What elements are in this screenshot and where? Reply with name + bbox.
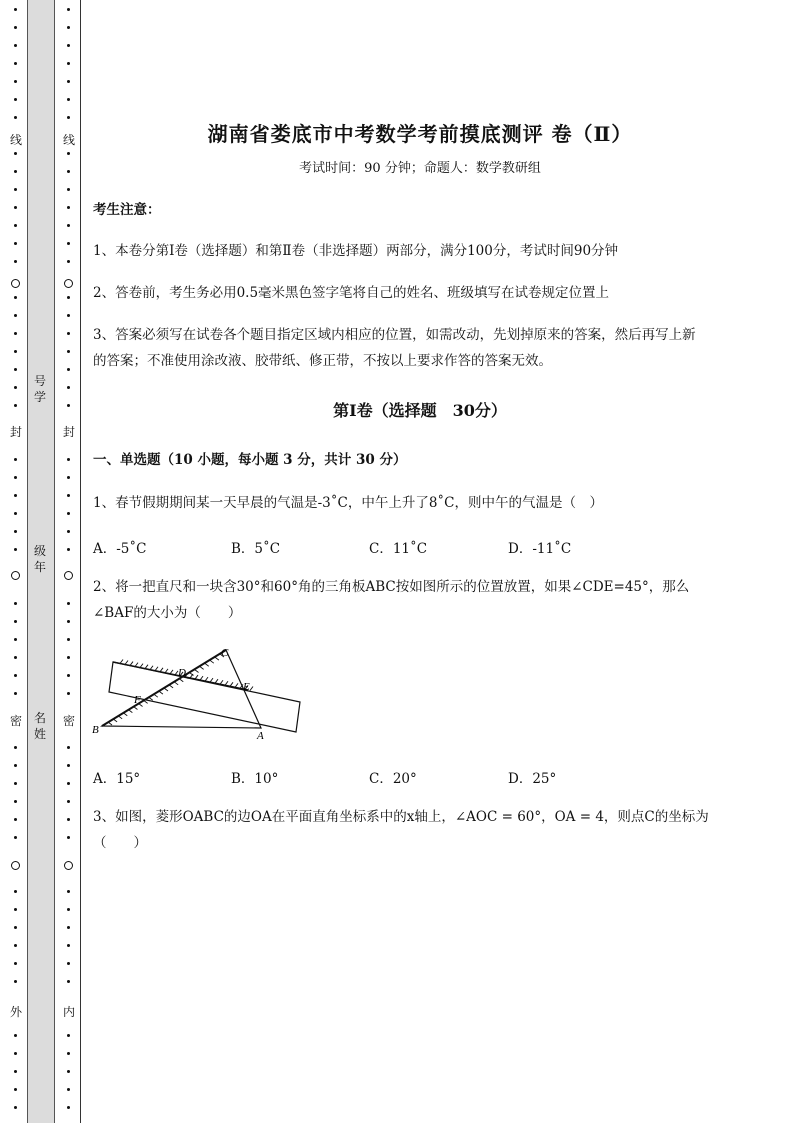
- outer-margin-circle-mark: [11, 279, 20, 288]
- inner-margin-dot: [67, 44, 70, 47]
- outer-margin-dot: [14, 116, 17, 119]
- inner-margin-dot: [67, 170, 70, 173]
- outer-margin-dot: [14, 836, 17, 839]
- outer-margin-dot: [14, 656, 17, 659]
- outer-margin-dot: [14, 188, 17, 191]
- outer-margin-char-mark: 封: [9, 425, 22, 439]
- outer-margin-dot: [14, 332, 17, 335]
- question-3-cont: （ ）: [93, 835, 147, 851]
- outer-margin-dot: [14, 548, 17, 551]
- inner-margin-circle-mark: [64, 279, 73, 288]
- outer-margin-dot: [14, 26, 17, 29]
- hatch-mark: [120, 660, 123, 664]
- outer-dotted-line: [9, 0, 23, 1123]
- inner-margin-dot: [67, 746, 70, 749]
- outer-margin-dot: [14, 80, 17, 83]
- label-e: E: [243, 681, 250, 693]
- q2-option-a: A．15°: [93, 771, 141, 787]
- outer-margin-char-mark: 线: [9, 133, 22, 147]
- outer-margin-dot: [14, 206, 17, 209]
- outer-margin-dot: [14, 1034, 17, 1037]
- inner-margin-dot: [67, 512, 70, 515]
- hatch-mark: [220, 680, 223, 684]
- inner-margin-dot: [67, 332, 70, 335]
- outer-margin-dot: [14, 62, 17, 65]
- inner-margin-dot: [67, 1088, 70, 1091]
- inner-margin-dot: [67, 656, 70, 659]
- outer-margin-dot: [14, 350, 17, 353]
- question-2: 2、将一把直尺和一块含30°和60°角的三角板ABC按如图所示的位置放置，如果∠CDE=45°，那么: [93, 579, 690, 595]
- inner-margin-dot: [67, 782, 70, 785]
- label-d: D: [178, 667, 186, 679]
- question-2-cont: ∠BAF的大小为（ ）: [93, 605, 242, 621]
- hatch-mark: [170, 670, 173, 674]
- inner-margin-dot: [67, 80, 70, 83]
- inner-margin-dot: [67, 638, 70, 641]
- note-item-3-cont: 的答案；不准使用涂改液、胶带纸、修正带，不按以上要求作答的答案无效。: [93, 353, 552, 369]
- hatch-mark: [230, 682, 233, 686]
- inner-dotted-line: [62, 0, 76, 1123]
- label-grade: 级年: [33, 544, 46, 574]
- inner-margin-dot: [67, 800, 70, 803]
- outer-margin-dot: [14, 638, 17, 641]
- label-student-number: 号学: [33, 374, 46, 404]
- outer-margin-dot: [14, 1070, 17, 1073]
- hatch-mark: [165, 669, 168, 673]
- outer-margin-dot: [14, 494, 17, 497]
- inner-margin-dot: [67, 836, 70, 839]
- outer-margin-dot: [14, 386, 17, 389]
- outer-margin-dot: [14, 530, 17, 533]
- outer-margin-dot: [14, 98, 17, 101]
- inner-margin-dot: [67, 350, 70, 353]
- q1-option-b: B．5˚C: [231, 541, 281, 557]
- note-item-3: 3、答案必须写在试卷各个题目指定区域内相应的位置，如需改动，先划掉原来的答案，然后再写上新: [93, 327, 696, 343]
- section-heading: 一、单选题（10 小题，每小题 3 分，共计 30 分）: [93, 452, 407, 468]
- label-c: C: [221, 647, 229, 659]
- q2-option-d: D．25°: [508, 771, 557, 787]
- hatch-mark: [130, 662, 133, 666]
- inner-margin-dot: [67, 26, 70, 29]
- q1-option-c: C．11˚C: [369, 541, 428, 557]
- margin-border-line: [80, 0, 81, 1123]
- inner-margin-dot: [67, 116, 70, 119]
- outer-margin-circle-mark: [11, 571, 20, 580]
- exam-subtitle: 考试时间：90 分钟；命题人：数学教研组: [299, 161, 541, 176]
- outer-margin-dot: [14, 260, 17, 263]
- inner-margin-char-mark: 封: [62, 425, 75, 439]
- exam-title: 湖南省娄底市中考数学考前摸底测评 卷（Ⅱ）: [207, 122, 633, 146]
- hatch-mark: [140, 664, 143, 668]
- outer-margin-dot: [14, 890, 17, 893]
- outer-margin-dot: [14, 926, 17, 929]
- outer-margin-dot: [14, 296, 17, 299]
- hatch-mark: [235, 683, 238, 687]
- outer-margin-dot: [14, 1052, 17, 1055]
- inner-margin-char-mark: 内: [62, 1005, 75, 1019]
- inner-margin-dot: [67, 476, 70, 479]
- outer-margin-circle-mark: [11, 861, 20, 870]
- inner-margin-dot: [67, 962, 70, 965]
- label-a: A: [257, 730, 264, 742]
- hatch-mark: [225, 681, 228, 685]
- label-f: F: [134, 694, 141, 706]
- hatch-mark: [125, 661, 128, 665]
- outer-margin-char-mark: 密: [9, 714, 22, 728]
- inner-margin-dot: [67, 458, 70, 461]
- label-b: B: [92, 724, 99, 736]
- hatch-mark: [195, 675, 198, 679]
- hatch-mark: [200, 676, 203, 680]
- question-3: 3、如图，菱形OABC的边OA在平面直角坐标系中的x轴上，∠AOC = 60°，OA = 4，则点C的坐标为: [93, 809, 709, 825]
- inner-margin-dot: [67, 206, 70, 209]
- outer-margin-dot: [14, 224, 17, 227]
- inner-margin-dot: [67, 314, 70, 317]
- hatch-mark: [250, 686, 253, 690]
- outer-margin-dot: [14, 980, 17, 983]
- outer-margin-dot: [14, 458, 17, 461]
- outer-margin-dot: [14, 368, 17, 371]
- outer-margin-dot: [14, 764, 17, 767]
- inner-margin-dot: [67, 242, 70, 245]
- outer-margin-dot: [14, 1088, 17, 1091]
- inner-margin-dot: [67, 530, 70, 533]
- outer-margin-dot: [14, 818, 17, 821]
- note-item-1: 1、本卷分第Ⅰ卷（选择题）和第Ⅱ卷（非选择题）两部分，满分100分，考试时间90分钟: [93, 243, 619, 259]
- hatch-mark: [135, 663, 138, 667]
- q2-option-c: C．20°: [369, 771, 417, 787]
- outer-margin-dot: [14, 1106, 17, 1109]
- hatch-mark: [210, 678, 213, 682]
- outer-margin-dot: [14, 44, 17, 47]
- inner-margin-dot: [67, 818, 70, 821]
- inner-margin-dot: [67, 1052, 70, 1055]
- inner-margin-dot: [67, 890, 70, 893]
- inner-margin-dot: [67, 62, 70, 65]
- inner-margin-dot: [67, 602, 70, 605]
- outer-margin-dot: [14, 692, 17, 695]
- inner-margin-circle-mark: [64, 861, 73, 870]
- inner-margin-char-mark: 线: [62, 133, 75, 147]
- outer-margin-dot: [14, 782, 17, 785]
- inner-margin-char-mark: 密: [62, 714, 75, 728]
- inner-margin-dot: [67, 620, 70, 623]
- outer-margin-dot: [14, 746, 17, 749]
- outer-margin-dot: [14, 674, 17, 677]
- hatch-mark: [155, 667, 158, 671]
- inner-margin-dot: [67, 8, 70, 11]
- inner-margin-dot: [67, 188, 70, 191]
- question-1: 1、春节假期期间某一天早晨的气温是-3˚C，中午上升了8˚C，则中午的气温是（ ）: [93, 495, 603, 511]
- hatch-mark: [160, 668, 163, 672]
- hatch-mark: [150, 666, 153, 670]
- label-name: 名姓: [33, 711, 46, 741]
- inner-margin-dot: [67, 1070, 70, 1073]
- outer-margin-dot: [14, 602, 17, 605]
- outer-margin-char-mark: 外: [9, 1005, 22, 1019]
- inner-margin-dot: [67, 368, 70, 371]
- outer-margin-dot: [14, 944, 17, 947]
- outer-margin-dot: [14, 512, 17, 515]
- hatch-mark: [205, 677, 208, 681]
- notes-heading: 考生注意：: [93, 202, 161, 218]
- inner-margin-dot: [67, 98, 70, 101]
- inner-margin-dot: [67, 1034, 70, 1037]
- outer-margin-dot: [14, 404, 17, 407]
- inner-margin-dot: [67, 224, 70, 227]
- outer-margin-dot: [14, 314, 17, 317]
- inner-margin-dot: [67, 1106, 70, 1109]
- part1-title: 第Ⅰ卷（选择题 30分）: [333, 401, 507, 420]
- inner-margin-dot: [67, 404, 70, 407]
- outer-margin-dot: [14, 242, 17, 245]
- q1-option-d: D．-11˚C: [508, 541, 572, 557]
- outer-margin-dot: [14, 476, 17, 479]
- inner-margin-dot: [67, 692, 70, 695]
- inner-margin-dot: [67, 980, 70, 983]
- outer-margin-dot: [14, 962, 17, 965]
- outer-margin-dot: [14, 620, 17, 623]
- hatch-mark: [215, 679, 218, 683]
- inner-margin-dot: [67, 908, 70, 911]
- inner-margin-circle-mark: [64, 571, 73, 580]
- q2-option-b: B．10°: [231, 771, 279, 787]
- inner-margin-dot: [67, 764, 70, 767]
- note-item-2: 2、答卷前，考生务必用0.5毫米黑色签字笔将自己的姓名、班级填写在试卷规定位置上: [93, 285, 610, 301]
- inner-margin-dot: [67, 296, 70, 299]
- q1-option-a: A．-5˚C: [93, 541, 147, 557]
- inner-margin-dot: [67, 260, 70, 263]
- inner-margin-dot: [67, 548, 70, 551]
- inner-margin-dot: [67, 674, 70, 677]
- inner-margin-dot: [67, 494, 70, 497]
- inner-margin-dot: [67, 152, 70, 155]
- q2-figure: [88, 640, 308, 742]
- outer-margin-dot: [14, 170, 17, 173]
- inner-margin-dot: [67, 944, 70, 947]
- hatch-mark: [145, 665, 148, 669]
- inner-margin-dot: [67, 926, 70, 929]
- outer-margin-dot: [14, 800, 17, 803]
- outer-margin-dot: [14, 908, 17, 911]
- outer-margin-dot: [14, 152, 17, 155]
- outer-margin-dot: [14, 8, 17, 11]
- inner-margin-dot: [67, 386, 70, 389]
